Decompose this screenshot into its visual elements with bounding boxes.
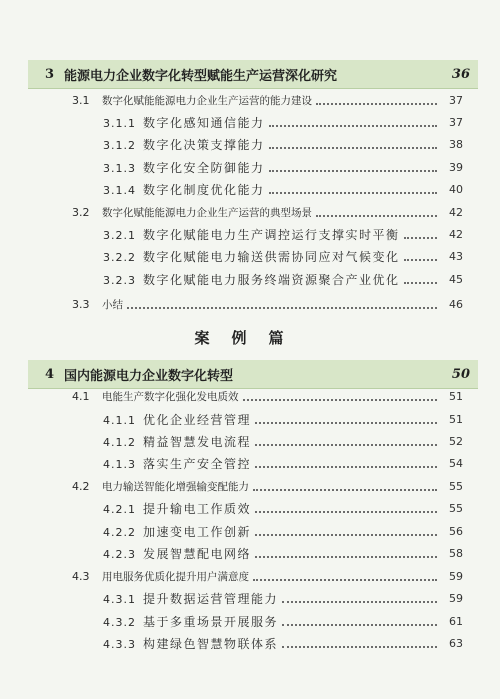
section-code: 3.1 [72,93,90,107]
toc-subsection-4-2-3[interactable] [103,544,463,562]
subsection-code: 3.2.2 [103,250,136,264]
subsection-title: 提升数据运营管理能力 [143,591,279,606]
section-page: 59 [449,569,463,583]
dot-leader [269,124,437,127]
section-page: 46 [449,297,463,311]
subsection-code: 4.3.3 [103,637,136,651]
toc-subsection-4-3-2[interactable] [103,612,463,630]
dot-leader [253,488,437,491]
chapter-title: 能源电力企业数字化转型赋能生产运营深化研究 [64,68,338,84]
subsection-title: 发展智慧配电网络 [143,546,252,561]
dot-leader [269,169,437,172]
dot-leader [255,421,437,424]
dot-leader [255,555,437,558]
section-code: 4.1 [72,389,90,403]
dot-leader [316,102,437,105]
section-title: 小结 [102,298,123,311]
toc-section-3-2[interactable] [72,203,463,221]
toc-section-4-1[interactable] [72,387,463,405]
subsection-code: 3.2.1 [103,228,136,242]
subsection-code: 3.1.1 [103,116,136,130]
subsection-page: 40 [449,182,463,196]
subsection-page: 54 [449,456,463,470]
toc-subsection-4-2-1[interactable] [103,499,463,517]
subsection-page: 37 [449,115,463,129]
subsection-code: 3.2.3 [103,273,136,287]
subsection-page: 45 [449,272,463,286]
subsection-title: 提升输电工作质效 [143,501,252,516]
subsection-code: 4.2.2 [103,525,136,539]
subsection-page: 51 [449,412,463,426]
subsection-title: 数字化赋能电力生产调控运行支撑实时平衡 [143,227,400,242]
subsection-title: 落实生产安全管控 [143,456,252,471]
subsection-title: 基于多重场景开展服务 [143,614,279,629]
subsection-code: 4.2.1 [103,502,136,516]
toc-subsection-3-1-2[interactable] [103,135,463,153]
subsection-page: 61 [449,614,463,628]
toc-subsection-4-1-3[interactable] [103,454,463,472]
part-heading: 案例篇 [194,329,306,347]
toc-subsection-3-2-1[interactable] [103,225,463,243]
section-title: 电能生产数字化强化发电质效 [102,390,239,403]
chapter-title: 国内能源电力企业数字化转型 [64,368,234,384]
chapter-page: 36 [451,66,470,82]
section-code: 4.3 [72,569,90,583]
subsection-code: 3.1.2 [103,138,136,152]
dot-leader [255,533,437,536]
subsection-title: 优化企业经营管理 [143,412,252,427]
subsection-code: 3.1.3 [103,161,136,175]
subsection-page: 38 [449,137,463,151]
subsection-title: 数字化制度优化能力 [143,182,265,197]
section-page: 37 [449,93,463,107]
dot-leader [255,443,437,446]
subsection-page: 56 [449,524,463,538]
subsection-page: 52 [449,434,463,448]
section-title: 电力输送智能化增强输变配能力 [102,480,249,493]
toc-subsection-4-3-3[interactable] [103,634,463,652]
subsection-title: 数字化决策支撑能力 [143,137,265,152]
toc-section-3-3[interactable] [72,295,463,313]
toc-chapter-3[interactable] [28,60,478,89]
subsection-page: 55 [449,501,463,515]
subsection-code: 4.1.3 [103,457,136,471]
toc-section-3-1[interactable] [72,91,463,109]
dot-leader [255,465,437,468]
dot-leader [253,578,437,581]
subsection-code: 4.1.2 [103,435,136,449]
section-title: 数字化赋能能源电力企业生产运营的能力建设 [102,94,312,107]
dot-leader [282,645,437,648]
toc-subsection-4-1-2[interactable] [103,432,463,450]
dot-leader [282,600,437,603]
subsection-title: 构建绿色智慧物联体系 [143,636,279,651]
dot-leader [269,191,437,194]
subsection-title: 精益智慧发电流程 [143,434,252,449]
toc-subsection-4-2-2[interactable] [103,522,463,540]
dot-leader [282,623,437,626]
chapter-number: 4 [44,366,54,382]
subsection-title: 数字化安全防御能力 [143,160,265,175]
subsection-code: 3.1.4 [103,183,136,197]
section-code: 4.2 [72,479,90,493]
section-title: 用电服务优质化提升用户满意度 [102,570,249,583]
section-title: 数字化赋能能源电力企业生产运营的典型场景 [102,206,312,219]
dot-leader [243,398,438,401]
subsection-code: 4.1.1 [103,413,136,427]
section-page: 51 [449,389,463,403]
dot-leader [404,236,437,239]
toc-chapter-4[interactable] [28,360,478,389]
chapter-number: 3 [44,66,54,82]
subsection-page: 63 [449,636,463,650]
subsection-page: 43 [449,249,463,263]
subsection-page: 59 [449,591,463,605]
subsection-title: 数字化赋能电力输送供需协同应对气候变化 [143,249,400,264]
section-code: 3.2 [72,205,90,219]
toc-subsection-4-3-1[interactable] [103,589,463,607]
toc-section-4-2[interactable] [72,477,463,495]
toc-subsection-3-2-3[interactable] [103,270,463,288]
subsection-code: 4.3.1 [103,592,136,606]
toc-subsection-3-1-3[interactable] [103,158,463,176]
subsection-code: 4.2.3 [103,547,136,561]
toc-subsection-4-1-1[interactable] [103,410,463,428]
subsection-title: 数字化赋能电力服务终端资源聚合产业优化 [143,272,400,287]
section-code: 3.3 [72,297,90,311]
subsection-page: 39 [449,160,463,174]
subsection-title: 数字化感知通信能力 [143,115,265,130]
dot-leader [404,258,437,261]
subsection-code: 4.3.2 [103,615,136,629]
dot-leader [404,281,437,284]
chapter-page: 50 [451,366,470,382]
section-page: 42 [449,205,463,219]
dot-leader [127,306,437,309]
subsection-page: 42 [449,227,463,241]
toc-section-4-3[interactable] [72,567,463,585]
dot-leader [255,510,437,513]
toc-subsection-3-1-1[interactable] [103,113,463,131]
subsection-page: 58 [449,546,463,560]
dot-leader [316,214,437,217]
toc-subsection-3-2-2[interactable] [103,247,463,265]
dot-leader [269,146,437,149]
subsection-title: 加速变电工作创新 [143,524,252,539]
toc-subsection-3-1-4[interactable] [103,180,463,198]
section-page: 55 [449,479,463,493]
